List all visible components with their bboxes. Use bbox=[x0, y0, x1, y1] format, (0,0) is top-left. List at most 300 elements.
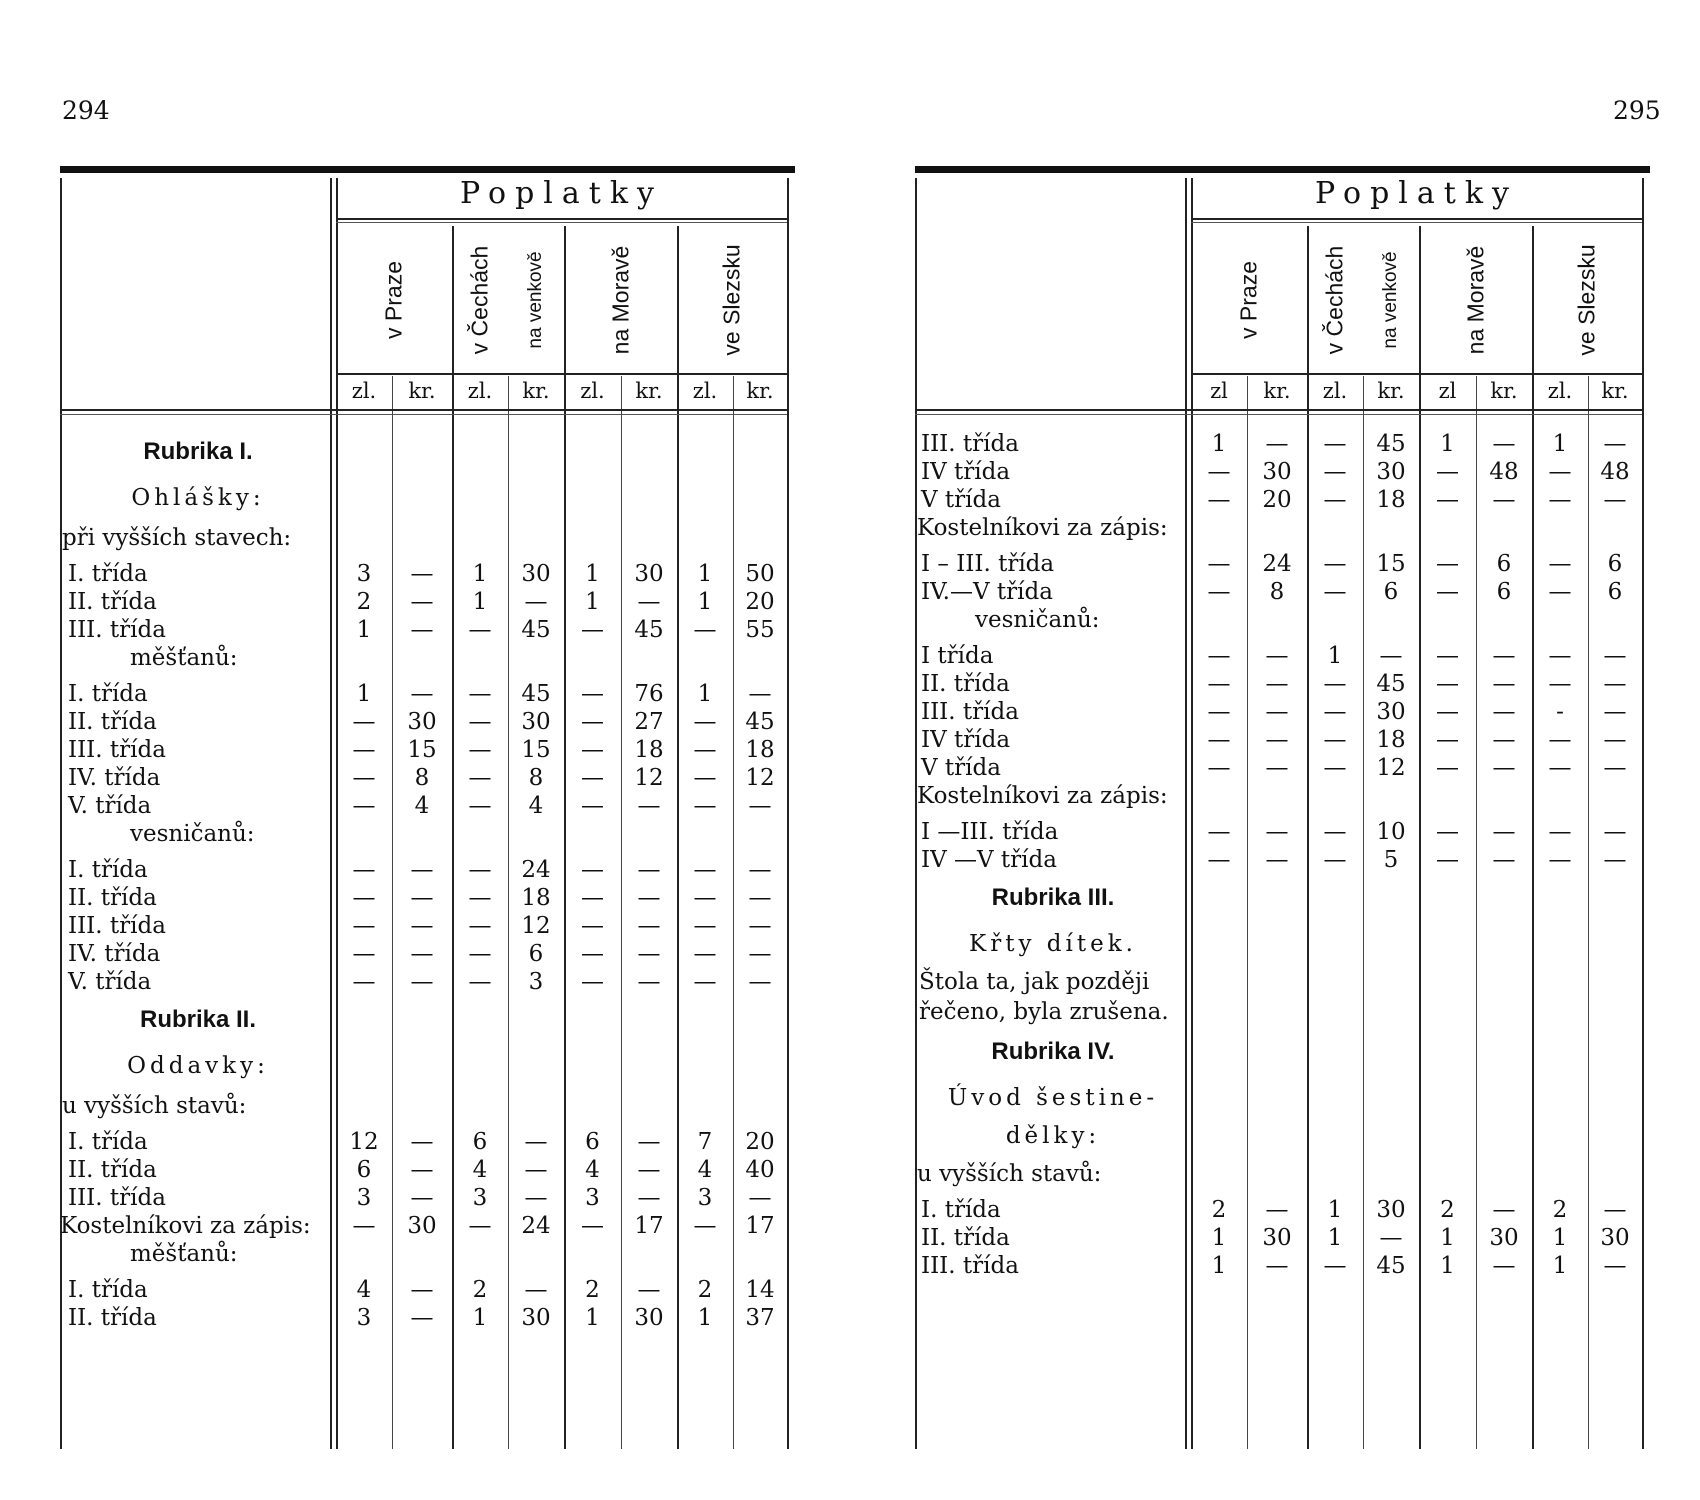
table-row bbox=[915, 846, 1650, 874]
value-cell: 1 bbox=[697, 561, 713, 587]
value-cell: 7 bbox=[697, 1129, 713, 1155]
subtitle-row bbox=[915, 1122, 1650, 1150]
unit-label: kr. bbox=[746, 379, 774, 403]
value-cell: — bbox=[1265, 755, 1289, 781]
group-row bbox=[915, 1160, 1650, 1188]
value-cell: — bbox=[1207, 487, 1231, 513]
value-cell: 17 bbox=[634, 1213, 664, 1239]
value-cell: 3 bbox=[528, 969, 544, 995]
region-header bbox=[1315, 232, 1355, 368]
value-cell: — bbox=[581, 737, 604, 763]
value-cell: 14 bbox=[745, 1277, 775, 1303]
value-cell: — bbox=[410, 913, 434, 939]
table-row bbox=[60, 940, 795, 968]
row-label: II. třída bbox=[68, 709, 157, 735]
value-cell: 30 bbox=[521, 1305, 551, 1331]
value-cell: 8 bbox=[528, 765, 544, 791]
header-rule bbox=[60, 409, 787, 411]
page-number-left: 294 bbox=[62, 96, 110, 125]
value-cell: 1 bbox=[1211, 1253, 1227, 1279]
value-cell: 1 bbox=[1211, 431, 1227, 457]
table-row bbox=[915, 550, 1650, 578]
value-cell: — bbox=[637, 1277, 661, 1303]
value-cell: — bbox=[1603, 819, 1627, 845]
value-cell: 1 bbox=[585, 1305, 600, 1331]
value-cell: — bbox=[1207, 579, 1231, 605]
note-row bbox=[915, 998, 1650, 1026]
group-label: u vyšších stavů: bbox=[917, 1161, 1102, 1187]
value-cell: 30 bbox=[407, 1213, 437, 1239]
value-cell: 4 bbox=[585, 1157, 600, 1183]
table-row bbox=[915, 818, 1650, 846]
row-label: I. třída bbox=[68, 561, 148, 587]
row-label: III. třída bbox=[68, 737, 166, 763]
value-cell: 6 bbox=[528, 941, 544, 967]
table-row bbox=[915, 1196, 1650, 1224]
value-cell: 4 bbox=[528, 793, 544, 819]
value-cell: — bbox=[637, 969, 661, 995]
value-cell: 30 bbox=[521, 709, 551, 735]
value-cell: — bbox=[524, 1185, 548, 1211]
value-cell: 45 bbox=[1376, 1253, 1406, 1279]
row-label: IV. třída bbox=[68, 765, 161, 791]
section-row bbox=[60, 438, 795, 466]
value-cell: — bbox=[1603, 699, 1627, 725]
unit-label: zl. bbox=[1547, 379, 1573, 403]
table-row bbox=[915, 458, 1650, 486]
value-cell: — bbox=[410, 589, 434, 615]
table-row bbox=[60, 1128, 795, 1156]
value-cell: 48 bbox=[1489, 459, 1519, 485]
value-cell: — bbox=[693, 969, 717, 995]
value-cell: — bbox=[1323, 819, 1347, 845]
value-cell: 10 bbox=[1376, 819, 1406, 845]
table-row bbox=[915, 726, 1650, 754]
value-cell: 6 bbox=[1383, 579, 1399, 605]
value-cell: — bbox=[468, 793, 492, 819]
value-cell: — bbox=[581, 857, 604, 883]
value-cell: 2 bbox=[697, 1277, 713, 1303]
row-label: II. třída bbox=[68, 589, 157, 615]
table-row bbox=[60, 912, 795, 940]
value-cell: 37 bbox=[745, 1305, 775, 1331]
table-row bbox=[60, 884, 795, 912]
value-cell: 1 bbox=[356, 617, 372, 643]
table-row bbox=[60, 792, 795, 820]
value-cell: — bbox=[693, 941, 717, 967]
unit-label: zl. bbox=[1322, 379, 1348, 403]
value-cell: 45 bbox=[634, 617, 664, 643]
value-cell: — bbox=[1265, 819, 1289, 845]
region-header bbox=[712, 232, 752, 368]
value-cell: — bbox=[637, 589, 661, 615]
table-row bbox=[60, 1184, 795, 1212]
table-row bbox=[915, 1252, 1650, 1280]
value-cell: 30 bbox=[1489, 1225, 1519, 1251]
top-rule bbox=[915, 166, 1650, 173]
subtitle-row bbox=[60, 484, 795, 512]
value-cell: — bbox=[1548, 551, 1572, 577]
value-cell: — bbox=[1323, 699, 1347, 725]
value-cell: 6 bbox=[356, 1157, 372, 1183]
value-cell: — bbox=[410, 857, 434, 883]
group-row bbox=[915, 514, 1650, 542]
region-label: ve Slezsku bbox=[718, 244, 745, 356]
value-cell: 30 bbox=[634, 1305, 664, 1331]
value-cell: — bbox=[410, 969, 434, 995]
section-row bbox=[915, 884, 1650, 912]
value-cell: 1 bbox=[1327, 643, 1343, 669]
region-label: na venkově bbox=[525, 251, 546, 349]
value-cell: — bbox=[468, 709, 492, 735]
value-cell: 30 bbox=[1376, 699, 1406, 725]
row-label: III. třída bbox=[68, 913, 166, 939]
value-cell: 1 bbox=[697, 1305, 713, 1331]
unit-label: zl bbox=[1210, 379, 1228, 403]
value-cell: 3 bbox=[697, 1185, 713, 1211]
value-cell: 18 bbox=[745, 737, 775, 763]
value-cell: 1 bbox=[697, 589, 713, 615]
row-label: II. třída bbox=[68, 1305, 157, 1331]
value-cell: 30 bbox=[1600, 1225, 1630, 1251]
note-text: řečeno, byla zrušena. bbox=[919, 999, 1169, 1025]
value-cell: — bbox=[1207, 551, 1231, 577]
value-cell: — bbox=[1207, 699, 1231, 725]
value-cell: — bbox=[1492, 487, 1516, 513]
value-cell: 6 bbox=[472, 1129, 488, 1155]
subtitle-row bbox=[60, 1052, 795, 1080]
table-row bbox=[60, 1304, 795, 1332]
unit-label: zl. bbox=[351, 379, 377, 403]
value-cell: — bbox=[1603, 727, 1627, 753]
value-cell: — bbox=[748, 941, 772, 967]
value-cell: — bbox=[1436, 755, 1459, 781]
section-heading: Rubrika IV. bbox=[991, 1038, 1115, 1065]
note-text: Štola ta, jak později bbox=[919, 969, 1150, 995]
unit-label: kr. bbox=[1490, 379, 1518, 403]
table-row bbox=[915, 698, 1650, 726]
value-cell: — bbox=[581, 681, 604, 707]
value-cell: 30 bbox=[407, 709, 437, 735]
value-cell: — bbox=[1548, 727, 1572, 753]
row-label: V třída bbox=[921, 487, 1001, 513]
row-label: IV třída bbox=[921, 459, 1011, 485]
value-cell: 1 bbox=[472, 1305, 488, 1331]
value-cell: 45 bbox=[521, 617, 551, 643]
value-cell: — bbox=[468, 857, 492, 883]
region-label: v Čechách bbox=[466, 245, 493, 355]
value-cell: 1 bbox=[1552, 1225, 1568, 1251]
value-cell: — bbox=[352, 941, 376, 967]
value-cell: 8 bbox=[1269, 579, 1285, 605]
value-cell: — bbox=[637, 857, 661, 883]
row-label: V třída bbox=[921, 755, 1001, 781]
value-cell: — bbox=[748, 913, 772, 939]
value-cell: 18 bbox=[1376, 727, 1406, 753]
value-cell: — bbox=[1492, 1197, 1516, 1223]
value-cell: — bbox=[1603, 847, 1627, 873]
value-cell: — bbox=[748, 857, 772, 883]
value-cell: 3 bbox=[356, 1305, 372, 1331]
value-cell: 12 bbox=[745, 765, 775, 791]
value-cell: 6 bbox=[1607, 551, 1623, 577]
left-page-table bbox=[60, 166, 795, 1449]
value-cell: — bbox=[581, 941, 604, 967]
row-label: III. třída bbox=[921, 699, 1019, 725]
value-cell: — bbox=[1492, 819, 1516, 845]
table-row bbox=[60, 560, 795, 588]
value-cell: — bbox=[1265, 431, 1289, 457]
value-cell: 5 bbox=[1383, 847, 1399, 873]
value-cell: — bbox=[1207, 847, 1231, 873]
unit-label: kr. bbox=[522, 379, 550, 403]
value-cell: — bbox=[1323, 551, 1347, 577]
value-cell: — bbox=[1379, 1225, 1403, 1251]
unit-label: kr. bbox=[1377, 379, 1405, 403]
value-cell: 1 bbox=[1440, 1225, 1455, 1251]
value-cell: — bbox=[1265, 643, 1289, 669]
section-subtitle: Oddavky: bbox=[127, 1053, 269, 1079]
section-row bbox=[915, 1038, 1650, 1066]
row-label: I. třída bbox=[68, 857, 148, 883]
value-cell: 15 bbox=[1376, 551, 1406, 577]
value-cell: — bbox=[1603, 643, 1627, 669]
value-cell: — bbox=[1207, 755, 1231, 781]
value-cell: — bbox=[1265, 727, 1289, 753]
header-rule bbox=[336, 222, 787, 223]
value-cell: — bbox=[1492, 755, 1516, 781]
value-cell: 2 bbox=[356, 589, 372, 615]
page-number-right: 295 bbox=[1613, 96, 1661, 125]
value-cell: — bbox=[1548, 671, 1572, 697]
value-cell: — bbox=[1492, 847, 1516, 873]
table-row bbox=[60, 680, 795, 708]
value-cell: — bbox=[637, 793, 661, 819]
section-heading: Rubrika III. bbox=[991, 884, 1115, 911]
group-label: vesničanů: bbox=[975, 607, 1100, 633]
value-cell: — bbox=[637, 913, 661, 939]
group-label: u vyšších stavů: bbox=[62, 1093, 247, 1119]
table-row bbox=[915, 642, 1650, 670]
value-cell: — bbox=[1603, 431, 1627, 457]
table-row bbox=[60, 588, 795, 616]
group-label: vesničanů: bbox=[130, 821, 255, 847]
value-cell: 12 bbox=[1376, 755, 1406, 781]
value-cell: — bbox=[524, 1157, 548, 1183]
value-cell: — bbox=[468, 969, 492, 995]
value-cell: — bbox=[352, 885, 376, 911]
value-cell: — bbox=[748, 969, 772, 995]
row-label: I. třída bbox=[68, 681, 148, 707]
value-cell: — bbox=[524, 1277, 548, 1303]
value-cell: — bbox=[352, 793, 376, 819]
value-cell: — bbox=[1265, 1197, 1289, 1223]
value-cell: — bbox=[1603, 487, 1627, 513]
group-row bbox=[60, 820, 795, 848]
region-header bbox=[460, 232, 500, 368]
value-cell: 4 bbox=[414, 793, 430, 819]
subtitle-row bbox=[915, 1084, 1650, 1112]
value-cell: 20 bbox=[745, 589, 775, 615]
value-cell: — bbox=[1323, 671, 1347, 697]
value-cell: 1 bbox=[472, 561, 488, 587]
value-cell: — bbox=[410, 1157, 434, 1183]
region-header bbox=[374, 232, 414, 368]
value-cell: — bbox=[637, 1185, 661, 1211]
value-cell: — bbox=[693, 1213, 717, 1239]
unit-label: zl. bbox=[692, 379, 718, 403]
header-rule bbox=[336, 218, 787, 220]
value-cell: — bbox=[1207, 459, 1231, 485]
value-cell: — bbox=[748, 681, 772, 707]
value-cell: — bbox=[1436, 671, 1459, 697]
group-label: měšťanů: bbox=[130, 1241, 238, 1267]
value-cell: — bbox=[693, 617, 717, 643]
value-cell: - bbox=[1556, 699, 1564, 725]
table-row bbox=[60, 616, 795, 644]
header-title: Poplatky bbox=[1315, 176, 1518, 211]
value-cell: — bbox=[468, 913, 492, 939]
value-cell: 45 bbox=[745, 709, 775, 735]
value-cell: 6 bbox=[1496, 551, 1512, 577]
value-cell: 30 bbox=[1262, 459, 1292, 485]
value-cell: — bbox=[1323, 431, 1347, 457]
value-cell: 30 bbox=[1262, 1225, 1292, 1251]
row-label: II. třída bbox=[921, 1225, 1010, 1251]
value-cell: — bbox=[1436, 819, 1459, 845]
value-cell: — bbox=[1436, 847, 1459, 873]
value-cell: 2 bbox=[1211, 1197, 1227, 1223]
value-cell: — bbox=[410, 1185, 434, 1211]
value-cell: 2 bbox=[1440, 1197, 1455, 1223]
value-cell: 18 bbox=[1376, 487, 1406, 513]
value-cell: 40 bbox=[745, 1157, 775, 1183]
value-cell: — bbox=[1603, 671, 1627, 697]
row-label: Kostelníkovi za zápis: bbox=[60, 1213, 311, 1239]
row-label: II. třída bbox=[68, 885, 157, 911]
table-row bbox=[60, 1212, 795, 1240]
value-cell: — bbox=[1603, 1253, 1627, 1279]
value-cell: — bbox=[410, 941, 434, 967]
value-cell: — bbox=[1492, 431, 1516, 457]
header-rule bbox=[60, 414, 787, 415]
unit-label: zl bbox=[1438, 379, 1457, 403]
table-row bbox=[60, 764, 795, 792]
value-cell: 1 bbox=[1327, 1225, 1343, 1251]
unit-label: kr. bbox=[1263, 379, 1291, 403]
group-row bbox=[60, 524, 795, 552]
value-cell: — bbox=[1436, 727, 1459, 753]
value-cell: — bbox=[410, 1277, 434, 1303]
value-cell: — bbox=[581, 793, 604, 819]
value-cell: — bbox=[1548, 847, 1572, 873]
value-cell: 1 bbox=[1327, 1197, 1343, 1223]
value-cell: — bbox=[581, 885, 604, 911]
value-cell: — bbox=[1207, 643, 1231, 669]
row-label: III. třída bbox=[921, 1253, 1019, 1279]
value-cell: 2 bbox=[1552, 1197, 1568, 1223]
value-cell: 2 bbox=[472, 1277, 488, 1303]
value-cell: 20 bbox=[745, 1129, 775, 1155]
header-rule bbox=[1191, 218, 1642, 220]
value-cell: 1 bbox=[1552, 431, 1568, 457]
region-header bbox=[601, 232, 641, 368]
value-cell: — bbox=[1436, 551, 1459, 577]
value-cell: — bbox=[693, 885, 717, 911]
header-rule bbox=[1191, 222, 1642, 223]
value-cell: 24 bbox=[521, 1213, 551, 1239]
value-cell: 1 bbox=[1440, 1253, 1455, 1279]
value-cell: 3 bbox=[356, 1185, 372, 1211]
row-label: I —III. třída bbox=[921, 819, 1059, 845]
value-cell: — bbox=[1548, 819, 1572, 845]
value-cell: — bbox=[410, 561, 434, 587]
table-row bbox=[60, 856, 795, 884]
header-rule bbox=[915, 414, 1642, 415]
value-cell: 1 bbox=[585, 561, 600, 587]
value-cell: 2 bbox=[585, 1277, 600, 1303]
value-cell: — bbox=[693, 857, 717, 883]
table-row bbox=[60, 1276, 795, 1304]
header-title: Poplatky bbox=[460, 176, 663, 211]
value-cell: — bbox=[352, 737, 376, 763]
row-label: I. třída bbox=[921, 1197, 1001, 1223]
value-cell: — bbox=[1436, 579, 1459, 605]
value-cell: — bbox=[1436, 699, 1459, 725]
top-rule bbox=[60, 166, 795, 173]
row-label: III. třída bbox=[68, 617, 166, 643]
value-cell: — bbox=[352, 765, 376, 791]
value-cell: — bbox=[524, 1129, 548, 1155]
value-cell: 8 bbox=[414, 765, 430, 791]
table-row bbox=[60, 1156, 795, 1184]
value-cell: — bbox=[1323, 487, 1347, 513]
value-cell: — bbox=[581, 1213, 604, 1239]
table-row bbox=[60, 968, 795, 996]
row-label: V. třída bbox=[68, 969, 152, 995]
group-label: Kostelníkovi za zápis: bbox=[917, 783, 1168, 809]
row-label: V. třída bbox=[68, 793, 152, 819]
header-rule bbox=[915, 409, 1642, 411]
section-subtitle: Úvod šestine- bbox=[947, 1085, 1159, 1111]
value-cell: 3 bbox=[472, 1185, 488, 1211]
section-subtitle: dělky: bbox=[1005, 1123, 1101, 1149]
value-cell: — bbox=[1436, 487, 1459, 513]
value-cell: 1 bbox=[1440, 431, 1455, 457]
row-label: II. třída bbox=[921, 671, 1010, 697]
value-cell: — bbox=[468, 885, 492, 911]
table-row bbox=[915, 578, 1650, 606]
value-cell: — bbox=[1603, 755, 1627, 781]
group-row bbox=[60, 1240, 795, 1268]
value-cell: 4 bbox=[356, 1277, 372, 1303]
region-header bbox=[1456, 232, 1496, 368]
value-cell: — bbox=[1492, 643, 1516, 669]
row-label: III. třída bbox=[68, 1185, 166, 1211]
value-cell: 1 bbox=[697, 681, 713, 707]
region-label: v Praze bbox=[1235, 261, 1262, 339]
value-cell: — bbox=[748, 1185, 772, 1211]
value-cell: 18 bbox=[634, 737, 664, 763]
value-cell: 1 bbox=[472, 589, 488, 615]
value-cell: 17 bbox=[745, 1213, 775, 1239]
value-cell: 45 bbox=[1376, 431, 1406, 457]
value-cell: — bbox=[410, 617, 434, 643]
row-label: IV —V třída bbox=[921, 847, 1057, 873]
value-cell: 48 bbox=[1600, 459, 1630, 485]
value-cell: — bbox=[1323, 459, 1347, 485]
value-cell: — bbox=[352, 913, 376, 939]
